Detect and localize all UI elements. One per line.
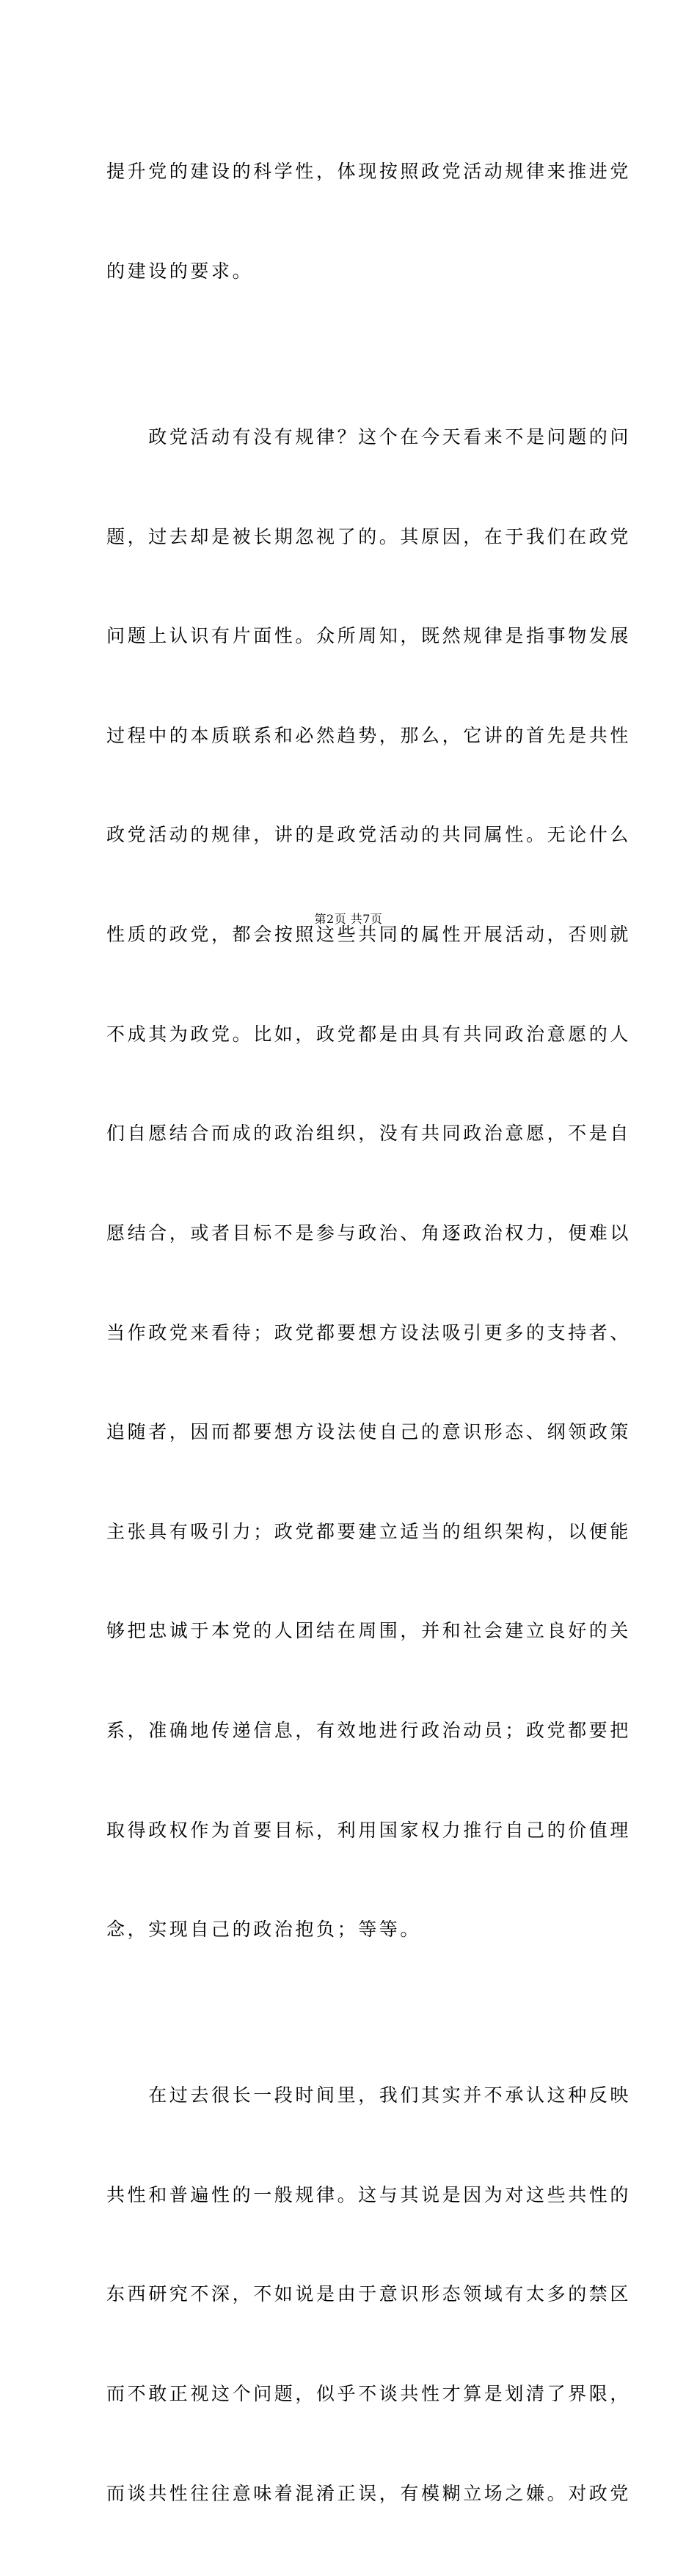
text-line: 愿结合，或者目标不是参与政治、角逐政治权力，便难以: [106, 1222, 632, 1244]
text-line: 提升党的建设的科学性，体现按照政党活动规律来推进党: [106, 161, 632, 183]
paragraph-1: [106, 89, 632, 354]
text-line: 系，准确地传递信息，有效地进行政治动员；政党都要把: [106, 1719, 632, 1741]
text-line: 而谈共性往往意味着混淆正误，有模糊立场之嫌。对政党: [106, 2482, 632, 2504]
text-line: 政党活动有没有规律？这个在今天看来不是问题的问: [106, 426, 632, 448]
page-total: 共7页: [350, 912, 383, 926]
text-line: 而不敢正视这个问题，似乎不谈共性才算是划清了界限，: [106, 2383, 632, 2405]
page-number: 第2页: [314, 912, 347, 926]
text-line: 在过去很长一段时间里，我们其实并不承认这种反映: [106, 2084, 632, 2106]
text-line: 共性和普遍性的一般规律。这与其说是因为对这些共性的: [106, 2183, 632, 2205]
text-line: 性质的政党，都会按照这些共同的属性开展活动，否则就: [106, 924, 632, 946]
text-line: 取得政权作为首要目标，利用国家权力推行自己的价值理: [106, 1819, 632, 1841]
text-line: 不成其为政党。比如，政党都是由具有共同政治意愿的人: [106, 1023, 632, 1045]
paragraph-2: [106, 354, 632, 2013]
paragraph-3: [106, 2013, 632, 2576]
text-line: 念，实现自己的政治抱负；等等。: [106, 1919, 422, 1941]
page-footer: [0, 910, 697, 927]
text-line: 的建设的要求。: [106, 260, 254, 282]
text-line: 过程中的本质联系和必然趋势，那么，它讲的首先是共性: [106, 724, 632, 746]
text-line: 东西研究不深，不如说是由于意识形态领域有太多的禁区: [106, 2283, 632, 2305]
text-line: 当作政党来看待；政党都要想方设法吸引更多的支持者、: [106, 1321, 632, 1343]
text-line: 政党活动的规律，讲的是政党活动的共同属性。无论什么: [106, 824, 632, 846]
text-line: 问题上认识有片面性。众所周知，既然规律是指事物发展: [106, 625, 632, 647]
document-body: [106, 89, 632, 2576]
text-line: 够把忠诚于本党的人团结在周围，并和社会建立良好的关: [106, 1620, 632, 1642]
text-line: 们自愿结合而成的政治组织，没有共同政治意愿，不是自: [106, 1123, 632, 1145]
text-line: 主张具有吸引力；政党都要建立适当的组织架构，以便能: [106, 1520, 632, 1542]
text-line: 追随者，因而都要想方设法使自己的意识形态、纲领政策: [106, 1421, 632, 1443]
text-line: 题，过去却是被长期忽视了的。其原因，在于我们在政党: [106, 525, 632, 547]
